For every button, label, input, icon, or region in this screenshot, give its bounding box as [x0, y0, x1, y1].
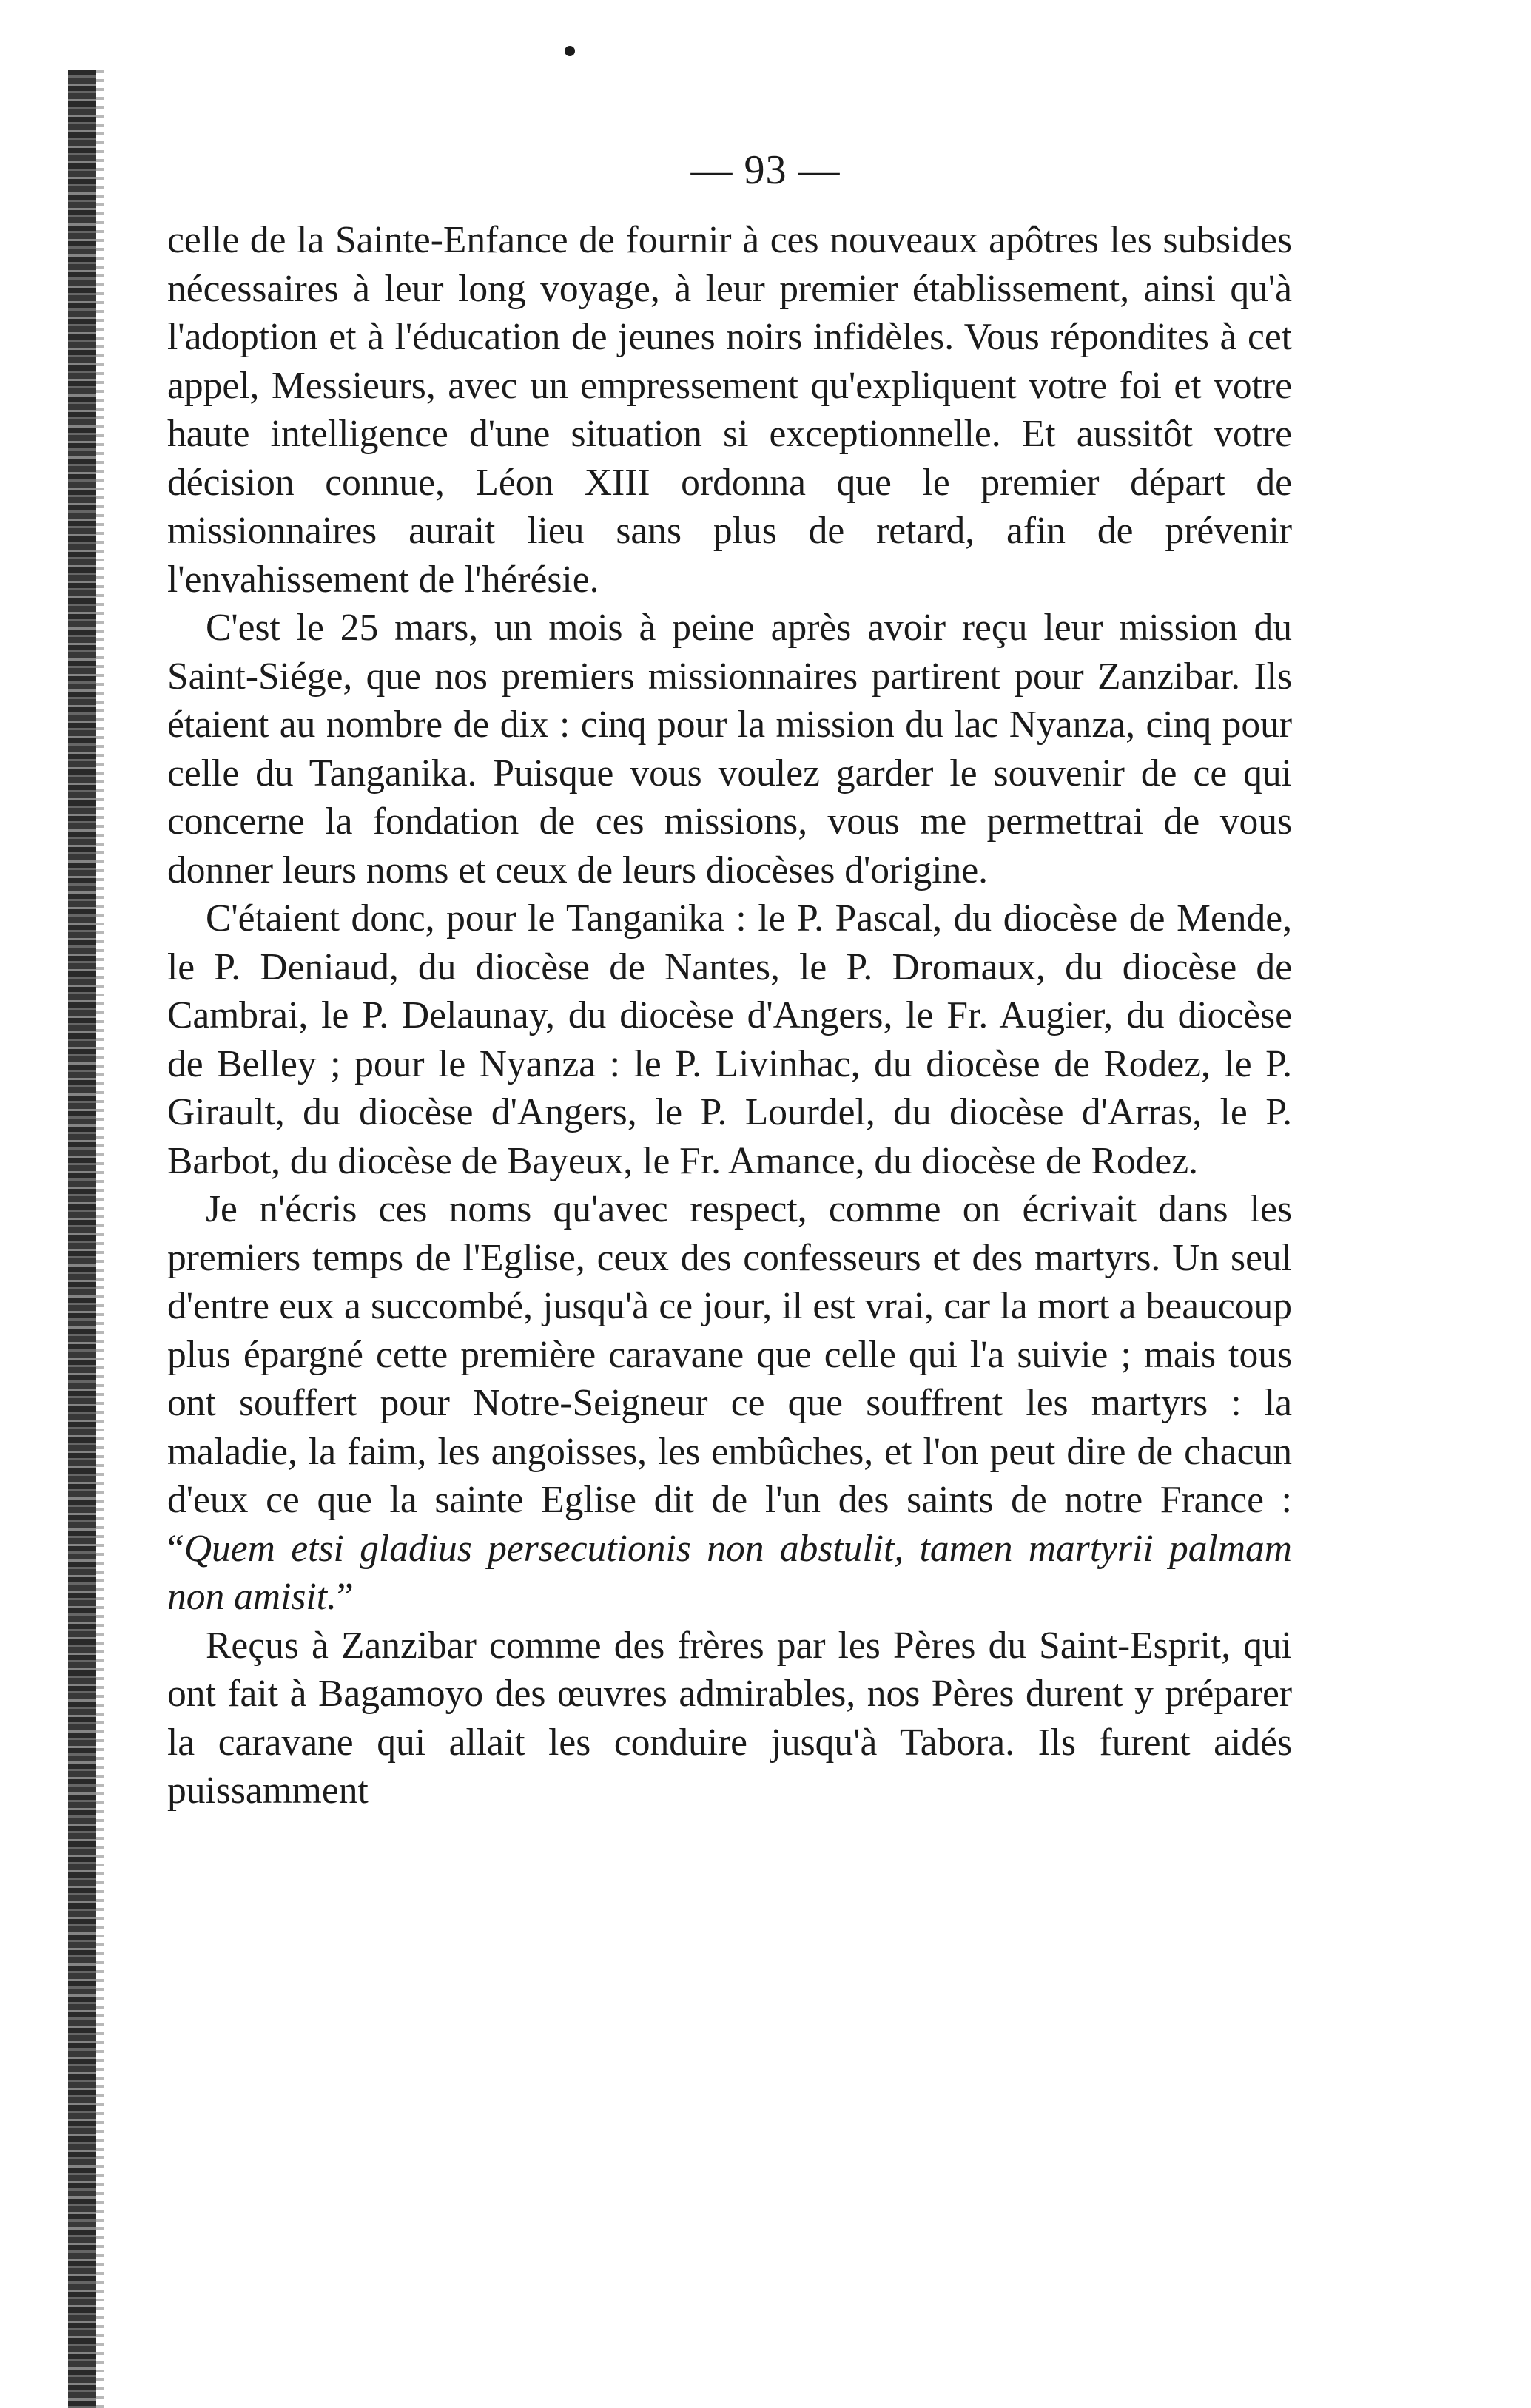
binding-edge [68, 70, 96, 2408]
paragraph-2: C'est le 25 mars, un mois à peine après avoir reçu leur mission du Saint-Siége, que nos premiers missionnaires partirent pour Zanzibar. Ils étaient au nombre de dix : cinq pour la mission du lac Nyanza, cinq pour celle du Tanganika. Puisque vous voulez garder le souvenir de ce qui concerne la fondation de ces missions, vous me permettrai de vous donner leurs noms et ceux de leurs diocèses d'origine. [167, 607, 1292, 891]
page-number: — 93 — [690, 147, 841, 193]
latin-quotation: Quem etsi gladius persecutionis non abstulit, tamen martyrii palmam non amisit. [167, 1527, 1292, 1618]
ink-speck [565, 46, 575, 56]
paragraph-4-text: Je n'écris ces noms qu'avec respect, comme on écrivait dans les premiers temps de l'Eglise, ceux des confesseurs et des martyrs. Un seul d'entre eux a succombé, jusqu'à ce jour, il est vrai, car la mort a beaucoup plus épargné cette première caravane que celle qui l'a suivie ; mais tous ont souffert pour Notre-Seigneur ce que souffrent les martyrs : la maladie, la faim, les angoisses, les embûches, et l'on peut dire de chacun d'eux ce que la sainte Eglise dit de l'un des saints de notre France : “ [167, 1188, 1292, 1570]
closing-quote: ” [336, 1576, 354, 1618]
paragraph-4 [167, 1185, 1292, 1622]
paragraph-5: Reçus à Zanzibar comme des frères par les Pères du Saint-Esprit, qui ont fait à Bagamoyo des œuvres admirables, nos Pères durent y préparer la caravane qui allait les conduire jusqu'à Tabora. Ils furent aidés puissamment [167, 1624, 1292, 1812]
page-body [167, 216, 1292, 1815]
paragraph-3: C'étaient donc, pour le Tanganika : le P. Pascal, du diocèse de Mende, le P. Deniaud, du diocèse de Nantes, le P. Dromaux, du diocèse de Cambrai, le P. Delaunay, du diocèse d'Angers, le Fr. Augier, du diocèse de Belley ; pour le Nyanza : le P. Livinhac, du diocèse de Rodez, le P. Girault, du diocèse d'Angers, le P. Lourdel, du diocèse d'Arras, le P. Barbot, du diocèse de Bayeux, le Fr. Amance, du diocèse de Rodez. [167, 897, 1292, 1182]
binding-edge-shadow [96, 70, 104, 2408]
paragraph-1: celle de la Sainte-Enfance de fournir à ces nouveaux apôtres les subsides nécessaires à leur long voyage, à leur premier établissement, ainsi qu'à l'adoption et à l'éducation de jeunes noirs infidèles. Vous répondites à cet appel, Messieurs, avec un empressement qu'expliquent votre foi et votre haute intelligence d'une situation si exceptionnelle. Et aussitôt votre décision connue, Léon XIII ordonna que le premier départ de missionnaires aurait lieu sans plus de retard, afin de prévenir l'envahissement de l'hérésie. [167, 219, 1292, 601]
